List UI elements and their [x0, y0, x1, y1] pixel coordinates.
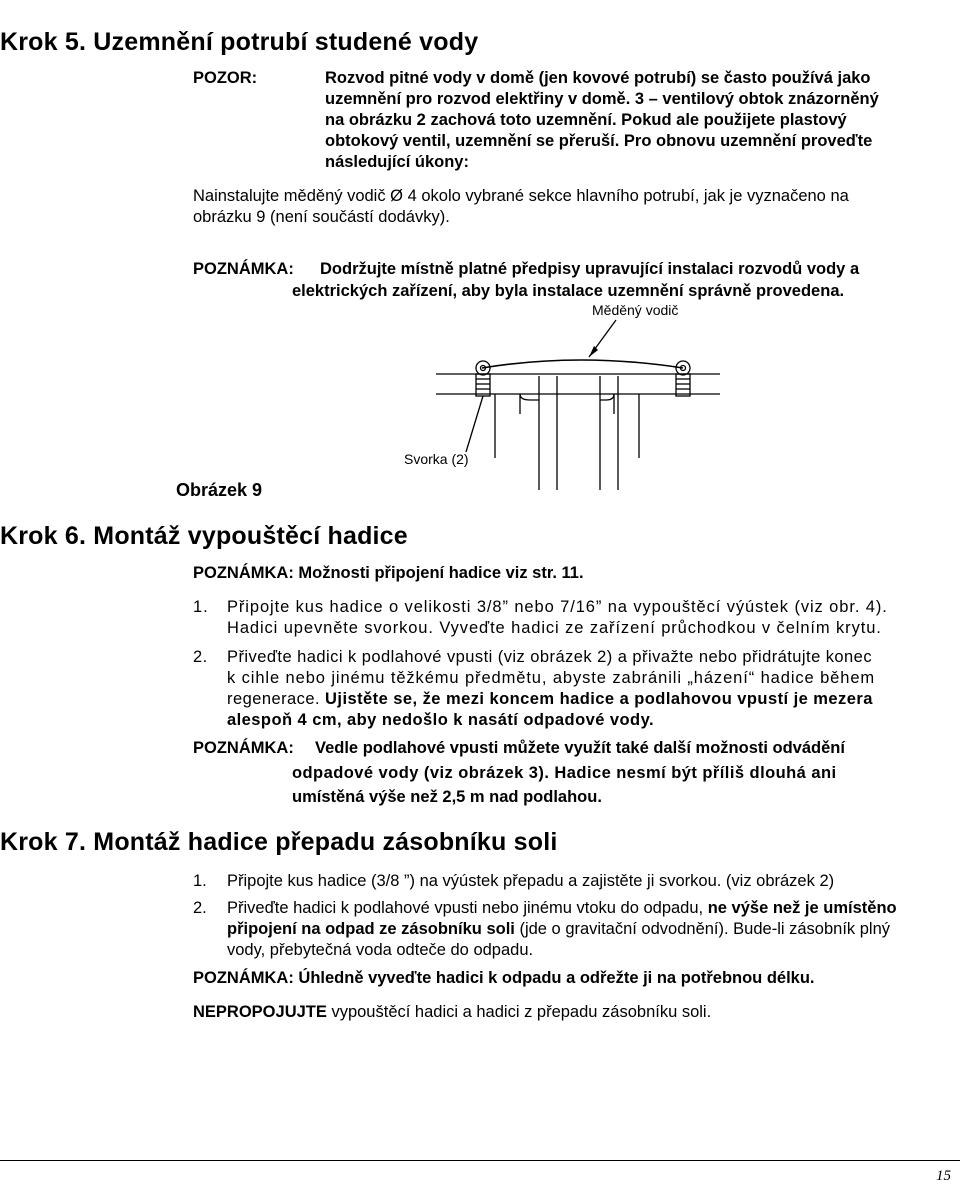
step6-heading: Krok 6. Montáž vypouštěcí hadice: [0, 522, 408, 550]
warning-bold-text: NEPROPOJUJTE: [193, 1003, 327, 1021]
left-clamp-body: [476, 374, 490, 396]
leader-arrowhead: [589, 346, 598, 357]
copper-wire: [482, 360, 683, 368]
item-text: regenerace.: [227, 690, 326, 708]
page-number: 15: [936, 1168, 951, 1184]
step6-item2: [227, 647, 960, 731]
right-clamp-body: [676, 374, 690, 396]
note2-line: Vedle podlahové vpusti můžete využít také další možnosti odvádění: [315, 739, 845, 757]
list-number: 1.: [193, 872, 207, 890]
step7-heading: Krok 7. Montáž hadice přepadu zásobníku soli: [0, 828, 558, 856]
item-line: Přiveďte hadici k podlahové vpusti (viz obrázek 2) a přivažte nebo přidrátujte konec: [227, 648, 873, 666]
figure9-drawing: [0, 0, 960, 560]
note-line: elektrických zařízení, aby byla instalace uzemnění správně provedena.: [292, 282, 845, 300]
list-number: 2.: [193, 648, 208, 666]
warning-line: Rozvod pitné vody v domě (jen kovové potrubí) se často používá jako: [325, 69, 871, 87]
step7-item2: [227, 898, 960, 961]
step5-heading: Krok 5. Uzemnění potrubí studené vody: [0, 28, 479, 56]
warning-line: uzemnění pro rozvod elektřiny v domě. 3 – ventilový obtok znázorněný: [325, 90, 879, 108]
warning-line: následující úkony:: [325, 153, 469, 171]
item-text: (jde o gravitační odvodnění). Bude-li zásobník plný: [514, 920, 891, 938]
note2-label: POZNÁMKA:: [193, 739, 294, 757]
step7-note: POZNÁMKA: Úhledně vyveďte hadici k odpadu a odřežte ji na potřebnou délku.: [193, 969, 815, 987]
item-line: Hadici upevněte svorkou. Vyveďte hadici ze zařízení průchodkou v čelním krytu.: [227, 619, 882, 637]
step7-warning: [193, 1002, 711, 1023]
warning-line: na obrázku 2 zachová toto uzemnění. Pokud ale použijete plastový: [325, 111, 847, 129]
item-text: vody, přebytečná voda odteče do odpadu.: [227, 941, 534, 959]
list-number: 1.: [193, 598, 209, 616]
warning-label: POZOR:: [193, 69, 258, 87]
paragraph-line: obrázku 9 (není součástí dodávky).: [193, 208, 450, 226]
warning-line: obtokový ventil, uzemnění se přeruší. Pro obnovu uzemnění proveďte: [325, 132, 873, 150]
figure9-caption: Obrázek 9: [176, 480, 263, 500]
item-bold-text: alespoň 4 cm, aby nedošlo k nasátí odpadové vody.: [227, 711, 655, 729]
elbow: [600, 394, 614, 400]
item-text: Přiveďte hadici k podlahové vpusti nebo jinému vtoku do odpadu,: [227, 899, 708, 917]
step6-item1: [227, 597, 960, 639]
paragraph-line: Nainstalujte měděný vodič Ø 4 okolo vybrané sekce hlavního potrubí, jak je vyznačeno na: [193, 187, 849, 205]
note2-line: umístěná výše než 2,5 m nad podlahou.: [292, 788, 602, 806]
footer-rule: [0, 1160, 960, 1161]
warning-text: vypouštěcí hadici a hadici z přepadu zásobníku soli.: [326, 1003, 712, 1021]
label-clamp: Svorka (2): [404, 451, 469, 467]
leader-clamp: [466, 396, 483, 452]
item-bold-text: připojení na odpad ze zásobníku soli: [227, 920, 515, 938]
label-copper-wire: Měděný vodič: [592, 302, 679, 318]
list-number: 2.: [193, 899, 207, 917]
note2-line: odpadové vody (viz obrázek 3). Hadice nesmí být příliš dlouhá ani: [292, 764, 837, 782]
item-line: k cihle nebo jinému těžkému předmětu, abyste zabránili „házení“ hadice během: [227, 669, 876, 687]
item-bold-text: ne výše než je umístěno: [707, 899, 897, 917]
item-line: Připojte kus hadice o velikosti 3/8” nebo 7/16” na vypouštěcí výústek (viz obr. 4).: [227, 598, 888, 616]
step7-item1: Připojte kus hadice (3/8 ”) na výústek přepadu a zajistěte ji svorkou. (viz obrázek 2): [227, 872, 835, 890]
note-line: Dodržujte místně platné předpisy upravující instalaci rozvodů vody a: [320, 260, 860, 278]
step6-note1: POZNÁMKA: Možnosti připojení hadice viz str. 11.: [193, 564, 584, 582]
note-label: POZNÁMKA:: [193, 260, 294, 278]
item-bold-text: Ujistěte se, že mezi koncem hadice a podlahovou vpustí je mezera: [325, 690, 873, 708]
elbow: [520, 394, 539, 400]
